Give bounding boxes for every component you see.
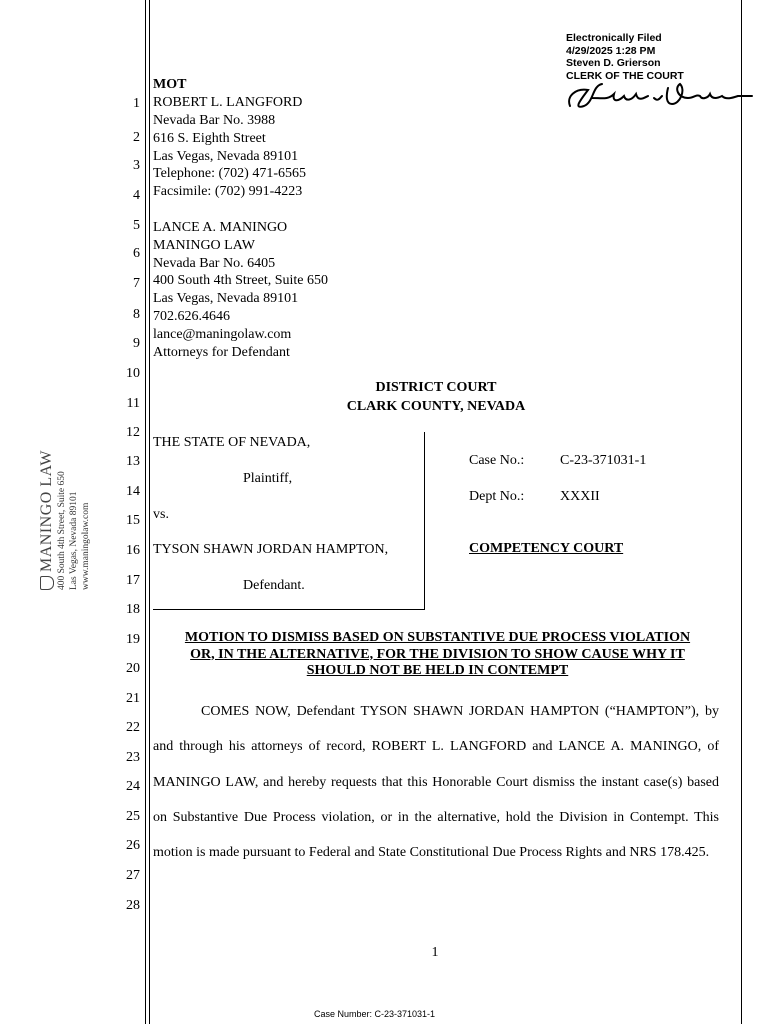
filing-stamp: [566, 32, 684, 82]
attorney1-name: ROBERT L. LANGFORD: [153, 95, 303, 110]
line-number: 22: [126, 720, 140, 735]
line-number: 18: [126, 602, 140, 617]
line-number: 24: [126, 779, 140, 794]
line-number: 21: [126, 691, 140, 706]
line-number: 9: [133, 336, 140, 351]
line-number: 25: [126, 809, 140, 824]
line-number: 5: [133, 218, 140, 233]
firm-logo: [38, 440, 56, 590]
line-number: 14: [126, 484, 140, 499]
motion-title: [155, 630, 720, 680]
left-margin-rule-inner: [149, 0, 150, 1024]
line-number: 3: [133, 158, 140, 173]
attorney2-email: lance@maningolaw.com: [153, 327, 292, 342]
attorney2-firm: MANINGO LAW: [153, 238, 255, 253]
stamp-date: 4/29/2025 1:28 PM: [566, 44, 656, 57]
caption-defendant: TYSON SHAWN JORDAN HAMPTON,: [153, 542, 389, 557]
caption-plaintiff-role: Plaintiff,: [243, 471, 293, 486]
line-number: 7: [133, 276, 140, 291]
motion-title-line: MOTION TO DISMISS BASED ON SUBSTANTIVE DUE PROCESS VIOLATION: [184, 630, 691, 645]
line-number: 8: [133, 307, 140, 322]
attorney1-city: Las Vegas, Nevada 89101: [153, 149, 299, 164]
court-type: COMPETENCY COURT: [469, 541, 624, 556]
line-number: 12: [126, 425, 140, 440]
attorney1-fax: Facsimile: (702) 991-4223: [153, 184, 303, 199]
attorney1-bar: Nevada Bar No. 3988: [153, 113, 276, 128]
caption-box-bottom-rule: [153, 609, 425, 610]
document-code: MOT: [153, 77, 187, 92]
stamp-line: Electronically Filed: [566, 32, 662, 44]
line-number: 11: [126, 396, 140, 411]
caption-box-right-rule: [424, 432, 425, 609]
line-number: 20: [126, 661, 140, 676]
footer-case-number: Case Number: C-23-371031-1: [314, 1009, 436, 1019]
stamp-clerk-name: Steven D. Grierson: [566, 57, 661, 69]
page-number: 1: [431, 945, 439, 960]
line-number: 2: [133, 130, 140, 145]
attorney2-role: Attorneys for Defendant: [153, 345, 290, 360]
line-number: 10: [126, 366, 140, 381]
stamp-clerk-title: CLERK OF THE COURT: [566, 69, 684, 82]
clerk-signature: [562, 76, 754, 116]
left-margin-rule: [145, 0, 146, 1024]
motion-body-paragraph: COMES NOW, Defendant TYSON SHAWN JORDAN HAMPTON (“HAMPTON”), by and through his attorneys of record, ROBERT L. LANGFORD and LANCE A. MANINGO, of MANINGO LAW, and hereby requests that this Honorable Court dismiss the instant case(s) based on Substantive Due Process violation, or in the alternative, hold the Division in Contempt. This motion is made pursuant to Federal and State Constitutional Due Process Rights and NRS 178.425.: [153, 704, 719, 861]
attorney1-phone: Telephone: (702) 471-6565: [153, 166, 306, 181]
attorney2-phone: 702.626.4646: [153, 309, 230, 324]
attorney1-street: 616 S. Eighth Street: [153, 131, 266, 146]
line-number: 26: [126, 838, 140, 853]
line-number: 28: [126, 898, 140, 913]
line-number: 17: [126, 573, 140, 588]
attorney2-city: Las Vegas, Nevada 89101: [153, 291, 299, 306]
caption-plaintiff: THE STATE OF NEVADA,: [153, 435, 311, 450]
line-number: 27: [126, 868, 140, 883]
side-firm-name: MANINGO LAW: [38, 450, 55, 572]
shield-icon: [40, 576, 54, 590]
motion-title-line: SHOULD NOT BE HELD IN CONTEMPT: [306, 663, 569, 678]
line-number: 15: [126, 513, 140, 528]
court-county: CLARK COUNTY, NEVADA: [346, 399, 526, 414]
motion-title-line: OR, IN THE ALTERNATIVE, FOR THE DIVISION TO SHOW CAUSE WHY IT: [190, 646, 685, 662]
attorney2-name: LANCE A. MANINGO: [153, 220, 288, 235]
line-number: 1: [133, 96, 140, 111]
case-number-value: C-23-371031-1: [560, 453, 647, 468]
dept-number-label: Dept No.:: [469, 489, 525, 504]
line-number: 23: [126, 750, 140, 765]
side-address: 400 South 4th Street, Suite 650: [57, 471, 67, 590]
attorney2-bar: Nevada Bar No. 6405: [153, 256, 276, 271]
line-number: 19: [126, 632, 140, 647]
court-name: DISTRICT COURT: [375, 380, 497, 395]
side-letterhead: [38, 440, 98, 590]
attorney2-street: 400 South 4th Street, Suite 650: [153, 273, 328, 288]
line-number: 4: [133, 188, 140, 203]
caption-defendant-role: Defendant.: [243, 578, 305, 593]
side-website: www.maningolaw.com: [81, 502, 91, 590]
line-number: 16: [126, 543, 140, 558]
line-number: 13: [126, 454, 140, 469]
line-number: 6: [133, 246, 140, 261]
case-number-label: Case No.:: [469, 453, 525, 468]
dept-number-value: XXXII: [560, 489, 600, 504]
side-city: Las Vegas, Nevada 89101: [69, 491, 79, 590]
right-margin-rule: [741, 0, 742, 1024]
caption-vs: vs.: [153, 507, 169, 522]
